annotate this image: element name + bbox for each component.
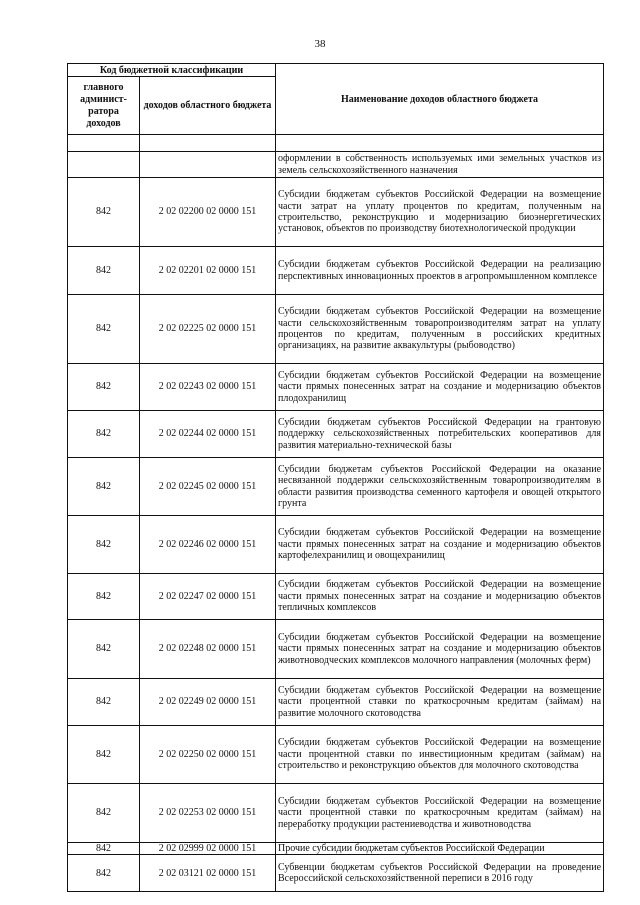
table-body (68, 135, 604, 892)
row-description: Субсидии бюджетам субъектов Российской Федерации на реализацию перспективных инновационных проектов в агропромышленном комплексе (276, 247, 604, 295)
row-revenue-code: 2 02 02246 02 0000 151 (140, 516, 276, 574)
row-description: Субсидии бюджетам субъектов Российской Федерации на возмещение части прямых понесенных затрат на создание и модернизацию объектов тепличных комплексов (276, 574, 604, 620)
header-row-group (68, 64, 604, 77)
row-revenue-code: 2 02 02244 02 0000 151 (140, 411, 276, 458)
row-description: Субсидии бюджетам субъектов Российской Федерации на грантовую поддержку сельскохозяйственных потребительских кооперативов для развития материально-технической базы (276, 411, 604, 458)
row-revenue-code: 2 02 03121 02 0000 151 (140, 855, 276, 892)
row-admin-code: 842 (68, 247, 140, 295)
table-row (68, 574, 604, 620)
budget-classification-table (67, 63, 604, 892)
row-description: Субвенции бюджетам субъектов Российской Федерации на проведение Всероссийской сельскохозяйственной переписи в 2016 году (276, 855, 604, 892)
row-revenue-code: 2 02 02250 02 0000 151 (140, 726, 276, 784)
table-row (68, 411, 604, 458)
header-regional-revenue-code: доходов областного бюджета (140, 77, 276, 135)
table-row (68, 679, 604, 726)
row-admin-code: 842 (68, 295, 140, 364)
row-description: Субсидии бюджетам субъектов Российской Федерации на возмещение части сельскохозяйственным товаропроизводителям затрат на уплату процентов по кредитам, полученным в российских кредитных организациях, на развитие аквакультуры (рыбоводство) (276, 295, 604, 364)
row-description: Субсидии бюджетам субъектов Российской Федерации на возмещение части процентной ставки по инвестиционным кредитам (займам) на строительство и реконструкцию объектов для молочного скотоводства (276, 726, 604, 784)
table-row (68, 855, 604, 892)
row-admin-code: 842 (68, 516, 140, 574)
header-budget-classification-code: Код бюджетной классификации (68, 64, 276, 77)
row-description: Субсидии бюджетам субъектов Российской Федерации на возмещение части прямых понесенных затрат на создание и модернизацию объектов картофелехранилищ и овощехранилищ (276, 516, 604, 574)
table-row (68, 784, 604, 843)
row-admin-code: 842 (68, 574, 140, 620)
row-admin-code: 842 (68, 855, 140, 892)
row-admin-code (68, 135, 140, 152)
row-description: Прочие субсидии бюджетам субъектов Российской Федерации (276, 843, 604, 855)
row-revenue-code (140, 135, 276, 152)
row-admin-code: 842 (68, 411, 140, 458)
row-admin-code: 842 (68, 784, 140, 843)
table-row (68, 843, 604, 855)
table-row (68, 364, 604, 411)
table-row (68, 620, 604, 679)
row-description: Субсидии бюджетам субъектов Российской Федерации на возмещение части процентной ставки по краткосрочным кредитам (займам) на развитие молочного скотоводства (276, 679, 604, 726)
row-description: Субсидии бюджетам субъектов Российской Федерации на возмещение части процентной ставки по краткосрочным кредитам (займам) на переработку продукции растениеводства и животноводства (276, 784, 604, 843)
row-description: Субсидии бюджетам субъектов Российской Федерации на возмещение части затрат на уплату процентов по кредитам, полученным на строительство, реконструкцию и модернизацию биоэнергетических установок, объектов по производству биотехнологической продукции (276, 178, 604, 247)
row-revenue-code: 2 02 02247 02 0000 151 (140, 574, 276, 620)
table-row (68, 295, 604, 364)
table-row (68, 178, 604, 247)
row-description (276, 135, 604, 152)
row-revenue-code: 2 02 02245 02 0000 151 (140, 458, 276, 516)
row-revenue-code: 2 02 02225 02 0000 151 (140, 295, 276, 364)
row-admin-code: 842 (68, 620, 140, 679)
table-row (68, 135, 604, 152)
table-row (68, 458, 604, 516)
row-admin-code: 842 (68, 843, 140, 855)
table-row (68, 247, 604, 295)
header-main-administrator: главного админист-ратора доходов (68, 77, 140, 135)
row-admin-code: 842 (68, 458, 140, 516)
header-name: Наименование доходов областного бюджета (276, 64, 604, 135)
table-row (68, 516, 604, 574)
row-revenue-code (140, 152, 276, 178)
row-description: Субсидии бюджетам субъектов Российской Федерации на возмещение части прямых понесенных затрат на создание и модернизацию объектов плодохранилищ (276, 364, 604, 411)
row-admin-code: 842 (68, 178, 140, 247)
row-revenue-code: 2 02 02249 02 0000 151 (140, 679, 276, 726)
row-admin-code (68, 152, 140, 178)
row-admin-code: 842 (68, 364, 140, 411)
row-admin-code: 842 (68, 726, 140, 784)
table-row (68, 152, 604, 178)
row-revenue-code: 2 02 02248 02 0000 151 (140, 620, 276, 679)
row-revenue-code: 2 02 02201 02 0000 151 (140, 247, 276, 295)
row-revenue-code: 2 02 02200 02 0000 151 (140, 178, 276, 247)
row-revenue-code: 2 02 02999 02 0000 151 (140, 843, 276, 855)
row-description: Субсидии бюджетам субъектов Российской Федерации на возмещение части прямых понесенных затрат на создание и модернизацию объектов животноводческих комплексов молочного направления (молочных ферм) (276, 620, 604, 679)
row-revenue-code: 2 02 02243 02 0000 151 (140, 364, 276, 411)
page-number: 38 (314, 38, 326, 50)
row-description: Субсидии бюджетам субъектов Российской Федерации на оказание несвязанной поддержки сельскохозяйственным товаропроизводителям в области развития производства семенного картофеля и овощей открытого грунта (276, 458, 604, 516)
row-description: оформлении в собственность используемых ими земельных участков из земель сельскохозяйственного назначения (276, 152, 604, 178)
row-revenue-code: 2 02 02253 02 0000 151 (140, 784, 276, 843)
table-row (68, 726, 604, 784)
row-admin-code: 842 (68, 679, 140, 726)
